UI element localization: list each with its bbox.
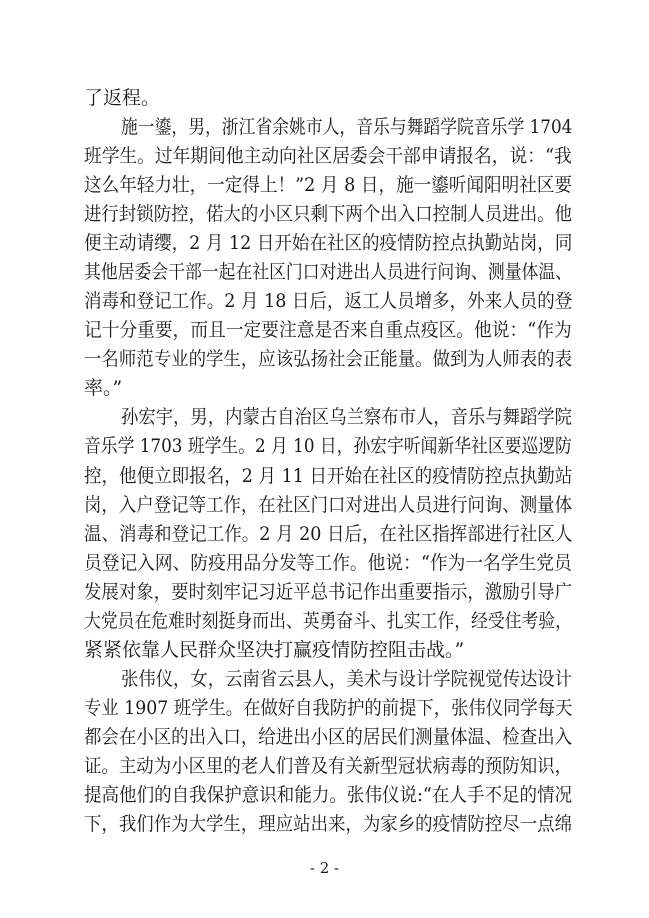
text-line: 发展对象，要时刻牢记习近平总书记作出重要指示，激励引导广 xyxy=(84,581,573,603)
text-line: 这么年轻力壮，一定得上！”2 月 8 日，施一鎏听闻阳明社区要 xyxy=(84,174,573,196)
text-line: 孙宏宇，男，内蒙古自治区乌兰察布市人，音乐与舞蹈学院 xyxy=(121,406,573,428)
text-line: 消毒和登记工作。2 月 18 日后，返工人员增多，外来人员的登 xyxy=(84,290,573,312)
text-line: 岗，入户登记等工作，在社区门口对进出人员进行问询、测量体 xyxy=(84,494,573,516)
text-line: 张伟仪，女，云南省云县人，美术与设计学院视觉传达设计 xyxy=(121,668,573,690)
text-line: 提高他们的自我保护意识和能力。张伟仪说:“在人手不足的情况 xyxy=(84,784,573,806)
text-line: 便主动请缨，2 月 12 日开始在社区的疫情防控点执勤站岗，同 xyxy=(84,232,573,254)
text-line: 证。主动为小区里的老人们普及有关新型冠状病毒的预防知识， xyxy=(84,755,573,777)
text-line: 员登记入网、防疫用品分发等工作。他说：“作为一名学生党员 xyxy=(84,552,572,574)
page-number: - 2 - xyxy=(309,859,340,877)
text-line: 班学生。过年期间他主动向社区居委会干部申请报名，说：“我 xyxy=(84,145,572,167)
text-line: 了返程。 xyxy=(84,87,161,109)
text-line: 记十分重要，而且一定要注意是否来自重点疫区。他说：“作为 xyxy=(84,319,572,341)
text-line: 紧紧依靠人民群众坚决打赢疫情防控阻击战。” xyxy=(84,639,465,661)
text-line: 施一鎏，男，浙江省余姚市人，音乐与舞蹈学院音乐学 1704 xyxy=(121,116,573,138)
text-line: 一名师范专业的学生，应该弘扬社会正能量。做到为人师表的表 xyxy=(84,348,573,370)
text-line: 进行封锁防控，偌大的小区只剩下两个出入口控制人员进出。他 xyxy=(84,203,573,225)
text-line: 大党员在危难时刻挺身而出、英勇奋斗、扎实工作，经受住考验， xyxy=(84,610,573,632)
text-line: 温、消毒和登记工作。2 月 20 日后，在社区指挥部进行社区人 xyxy=(84,523,573,545)
text-line: 率。” xyxy=(84,377,123,399)
text-line: 其他居委会干部一起在社区门口对进出人员进行问询、测量体温、 xyxy=(84,261,573,283)
text-line: 音乐学 1703 班学生。2 月 10 日，孙宏宇听闻新华社区要巡逻防 xyxy=(84,435,572,457)
text-line: 专业 1907 班学生。在做好自我防护的前提下，张伟仪同学每天 xyxy=(84,697,573,719)
text-line: 下，我们作为大学生，理应站出来，为家乡的疫情防控尽一点绵 xyxy=(84,813,573,835)
text-line: 控，他便立即报名，2 月 11 日开始在社区的疫情防控点执勤站 xyxy=(84,465,573,487)
text-line: 都会在小区的出入口，给进出小区的居民们测量体温、检查出入 xyxy=(84,726,573,748)
